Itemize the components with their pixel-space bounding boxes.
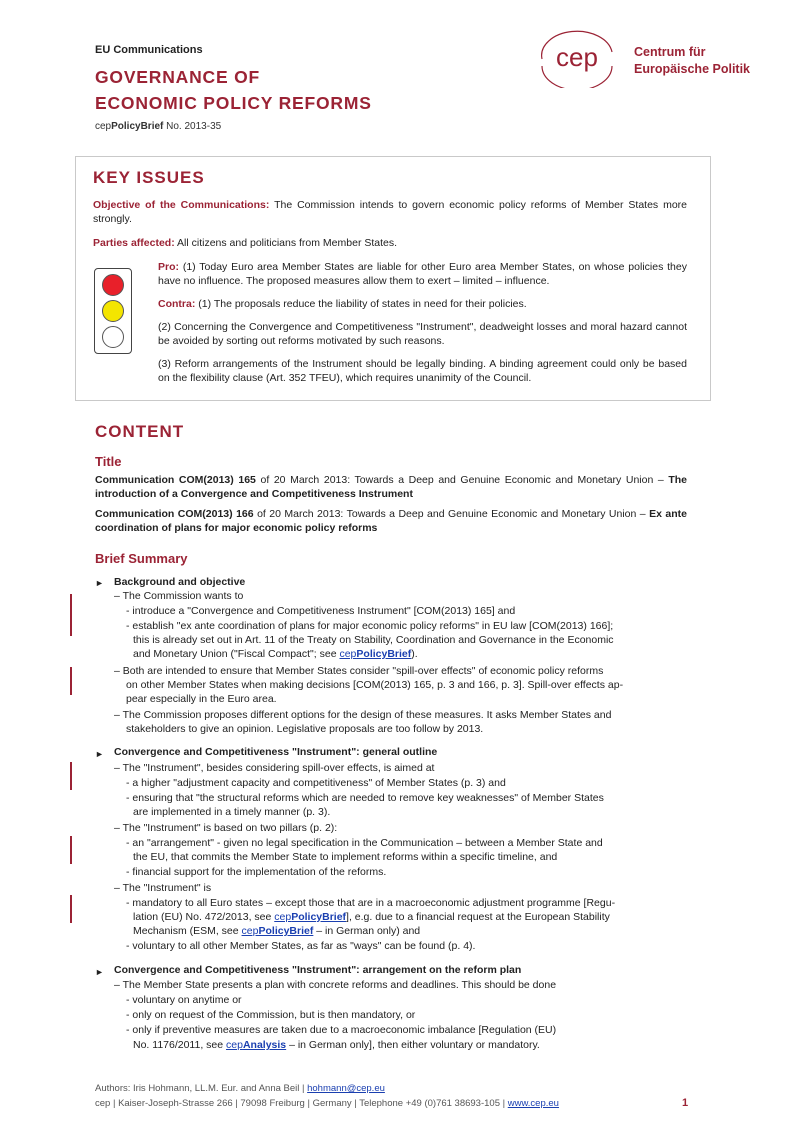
margin-bar [70, 895, 72, 923]
t2-text: of 20 March 2013: Towards a Deep and Genuine Economic and Monetary Union – [253, 508, 650, 520]
logo-wordmark [634, 44, 750, 78]
s2-line: - financial support for the implementation of the reforms. [126, 866, 387, 878]
s2-line: the EU, that commits the Member State to implement reforms within a specific timeline, and [133, 851, 558, 863]
s2-line: – The "Instrument", besides considering spill-over effects, is aimed at [114, 762, 435, 774]
title-com-165 [95, 473, 687, 501]
title-com-166 [95, 507, 687, 535]
address-text: cep | Kaiser-Joseph-Strasse 266 | 79098 Freiburg | Germany | Telephone +49 (0)761 38693-105 | [95, 1098, 508, 1109]
pro-paragraph [158, 260, 687, 288]
s3-line-text: No. 1176/2011, see [133, 1039, 227, 1051]
pro-text: (1) Today Euro area Member States are liable for other Euro area Member States, on whose policies they have no influence. The proposed measures allow them to exert – limited – influence. [158, 261, 687, 287]
parties-label: Parties affected: [93, 237, 175, 249]
s1-tail: ). [411, 648, 418, 660]
s2-line-link [133, 925, 420, 938]
policybrief-link[interactable] [339, 648, 411, 660]
brief-number [95, 121, 221, 132]
s1-line: on other Member States when making decisions [COM(2013) 165, p. 3 and 166, p. 3]. Spill-over effects ap- [126, 679, 624, 691]
s2-line: - a higher "adjustment capacity and competitiveness" of Member States (p. 3) and [126, 777, 506, 789]
contra-label: Contra: [158, 298, 196, 310]
summary-heading: Brief Summary [95, 551, 188, 566]
document-title [95, 64, 372, 116]
brief-prefix: cep [95, 121, 112, 132]
website-link[interactable]: www.cep.eu [507, 1098, 559, 1109]
parties-paragraph [93, 236, 687, 250]
s2-line-text: lation (EU) No. 472/2013, see [133, 911, 275, 923]
s3-line: - voluntary on anytime or [126, 994, 242, 1006]
s3-line: - only if preventive measures are taken due to a macroeconomic imbalance [Regulation (EU) [126, 1024, 557, 1036]
s1-line: stakeholders to give an opinion. Legislative proposals are too follow by 2013. [126, 723, 484, 735]
title-line-1: GOVERNANCE OF [95, 67, 260, 87]
email-link[interactable]: hohmann@cep.eu [307, 1083, 385, 1094]
contra-2: (2) Concerning the Convergence and Competitiveness "Instrument", deadweight losses and moral hazard cannot be avoided by sorting out reforms motivated by such reasons. [158, 321, 687, 347]
section-background: Background and objective [114, 576, 246, 588]
key-issues-heading: KEY ISSUES [93, 168, 205, 187]
s2-line: – The "Instrument" is [114, 882, 212, 894]
s1-line: this is already set out in Art. 11 of the Treaty on Stability, Coordination and Governance in the Economic [133, 634, 614, 646]
logo-line-1: Centrum für [634, 45, 706, 59]
pro-label: Pro: [158, 261, 179, 273]
s1-line: - establish "ex ante coordination of plans for major economic policy reforms" in EU law [COM(2013) 166]; [126, 620, 614, 632]
t1-bold2: The introduction of a Convergence and Competitiveness Instrument [95, 474, 687, 500]
s2-line-link [133, 911, 610, 924]
s2-mid: ], e.g. due to a financial request at the European Stability [346, 911, 610, 923]
title-line-2: ECONOMIC POLICY REFORMS [95, 93, 372, 113]
s1-line-link [133, 648, 418, 661]
s2-line: - ensuring that "the structural reforms which are needed to remove key weaknesses" of Member States [126, 792, 604, 804]
s2-line-text: Mechanism (ESM, see [133, 925, 242, 937]
content-heading: CONTENT [95, 422, 185, 441]
bullet-arrow-icon: ► [95, 749, 104, 759]
margin-bar [70, 762, 72, 790]
link-cep: cep [339, 648, 357, 660]
s1-line: – The Commission wants to [114, 590, 244, 602]
link-cep: cep [226, 1039, 243, 1051]
objective-text: The Commission intends to govern economic policy reforms of Member States more strongly. [93, 199, 687, 225]
s2-line: - voluntary to all other Member States, as far as "ways" can be found (p. 4). [126, 940, 476, 952]
bullet-arrow-icon: ► [95, 967, 104, 977]
objective-label: Objective of the Communications: [93, 199, 270, 211]
t2-bold2: Ex ante coordination of plans for major economic policy reforms [95, 508, 687, 534]
logo-line-2: Europäische Politik [634, 62, 751, 76]
analysis-link[interactable] [226, 1039, 286, 1051]
link-cep: cep [274, 911, 292, 923]
link-pb: PolicyBrief [258, 925, 314, 937]
s3-line: – The Member State presents a plan with concrete reforms and deadlines. This should be done [114, 979, 557, 991]
cep-logo-icon [532, 30, 622, 88]
s1-line: pear especially in the Euro area. [126, 693, 277, 705]
authors-text: Authors: Iris Hohmann, LL.M. Eur. and Anna Beil | [95, 1083, 308, 1094]
s3-tail: – in German only], then either voluntary or mandatory. [286, 1039, 540, 1051]
s2-line: - mandatory to all Euro states – except those that are in a macroeconomic adjustment programme [Regu- [126, 897, 616, 909]
s1-line: – Both are intended to ensure that Member States consider "spill-over effects" of economic policy reforms [114, 665, 604, 677]
link-cep: cep [241, 925, 259, 937]
link-analysis: Analysis [242, 1039, 287, 1051]
brief-no: No. 2013-35 [163, 121, 222, 132]
s3-line-link [133, 1039, 540, 1052]
page-number: 1 [682, 1097, 689, 1109]
s3-line: - only on request of the Commission, but is then mandatory, or [126, 1009, 416, 1021]
contra-3: (3) Reform arrangements of the Instrument should be legally binding. A binding agreement could only be based on the flexibility clause (Art. 352 TFEU), which requires unanimity of the Council. [158, 358, 687, 384]
s1-line-text: and Monetary Union ("Fiscal Compact"; see [133, 648, 340, 660]
s1-line: - introduce a "Convergence and Competitiveness Instrument" [COM(2013) 165] and [126, 605, 516, 617]
parties-text: All citizens and politicians from Member States. [174, 237, 398, 249]
contra-text: (1) The proposals reduce the liability of states in need for their policies. [195, 298, 527, 310]
s2-line: are implemented in a timely manner (p. 3). [133, 806, 331, 818]
link-pb: PolicyBrief [291, 911, 347, 923]
title-heading: Title [95, 454, 122, 469]
margin-bar [70, 667, 72, 695]
margin-bar [70, 836, 72, 864]
white-light [102, 326, 124, 348]
contra-paragraph [158, 297, 687, 311]
margin-bar [70, 594, 72, 636]
s2-line: – The "Instrument" is based on two pillars (p. 2): [114, 822, 338, 834]
section-outline: Convergence and Competitiveness "Instrument": general outline [114, 746, 438, 758]
t2-bold: Communication COM(2013) 166 [95, 508, 254, 520]
s2-line: - an "arrangement" - given no legal specification in the Communication – between a Member State and [126, 837, 603, 849]
footer-address [95, 1098, 559, 1109]
s2-mid: – in German only) and [313, 925, 421, 937]
yellow-light [102, 300, 124, 322]
traffic-light-icon [94, 268, 132, 354]
s1-line: – The Commission proposes different options for the design of these measures. It asks Member States and [114, 709, 612, 721]
section-reform-plan: Convergence and Competitiveness "Instrument": arrangement on the reform plan [114, 964, 522, 976]
link-pb: PolicyBrief [356, 648, 412, 660]
policybrief-link[interactable] [274, 911, 346, 923]
logo-mark: cep [556, 42, 598, 72]
series-label: EU Communications [95, 44, 203, 56]
objective-paragraph [93, 198, 687, 226]
red-light [102, 274, 124, 296]
footer-authors [95, 1083, 385, 1094]
policybrief-link[interactable] [242, 925, 314, 937]
t1-bold: Communication COM(2013) 165 [95, 474, 256, 486]
bullet-arrow-icon: ► [95, 578, 104, 588]
t1-text: of 20 March 2013: Towards a Deep and Genuine Economic and Monetary Union – [255, 474, 669, 486]
brief-bold: PolicyBrief [111, 121, 164, 132]
